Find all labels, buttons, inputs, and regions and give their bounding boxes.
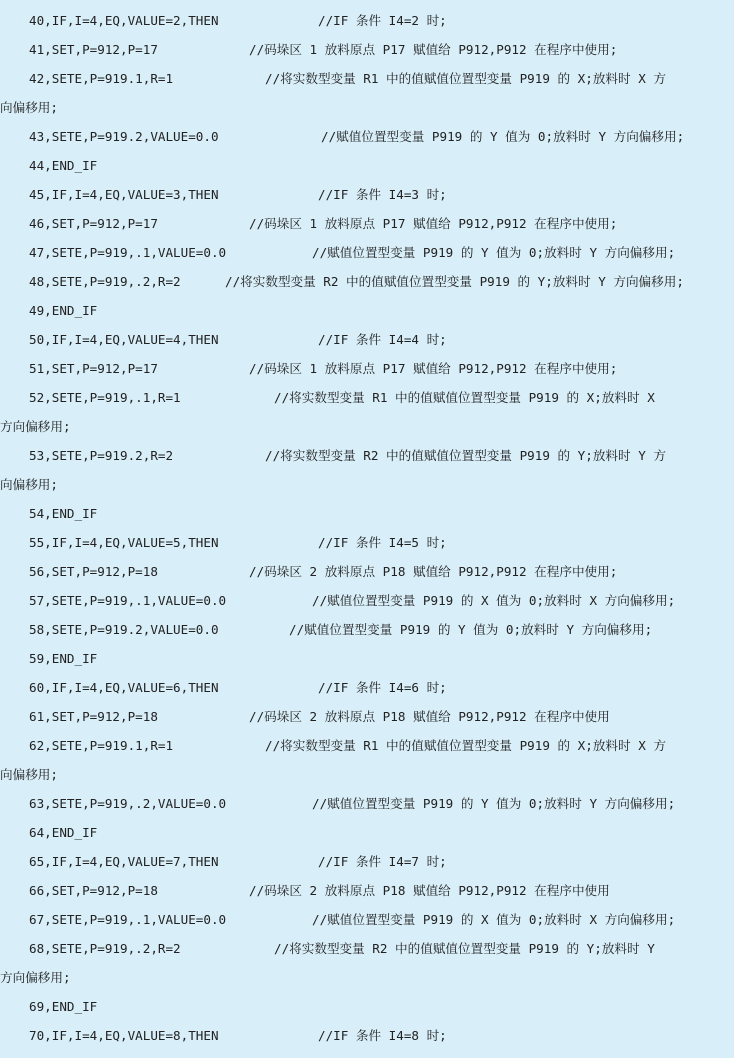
code-comment: //赋值位置型变量 P919 的 Y 值为 0;放料时 Y 方向偏移用; [321,129,685,144]
code-line [0,586,734,615]
code-comment: //IF 条件 I4=5 时; [318,535,447,550]
code-comment: //IF 条件 I4=2 时; [318,13,447,28]
code-comment: //将实数型变量 R1 中的值赋值位置型变量 P919 的 X;放料时 X 方 [265,71,666,86]
code-comment: //码垛区 2 放料原点 P18 赋值给 P912,P912 在程序中使用; [249,564,618,579]
code-line [0,963,734,992]
code-comment: //将实数型变量 R2 中的值赋值位置型变量 P919 的 Y;放料时 Y 方 [265,448,666,463]
wrapped-comment: 向偏移用; [0,100,58,115]
code-comment: //IF 条件 I4=3 时; [318,187,447,202]
code-statement: 40,IF,I=4,EQ,VALUE=2,THEN [29,13,219,28]
code-statement: 69,END_IF [29,999,98,1014]
code-statement: 42,SETE,P=919.1,R=1 [29,71,174,86]
code-line [0,122,734,151]
code-statement: 49,END_IF [29,303,98,318]
wrapped-comment: 向偏移用; [0,767,58,782]
code-line [0,64,734,93]
code-line [0,151,734,180]
code-statement: 66,SET,P=912,P=18 [29,883,158,898]
code-comment: //IF 条件 I4=4 时; [318,332,447,347]
code-statement: 44,END_IF [29,158,98,173]
code-line [0,325,734,354]
code-statement: 60,IF,I=4,EQ,VALUE=6,THEN [29,680,219,695]
code-comment: //将实数型变量 R1 中的值赋值位置型变量 P919 的 X;放料时 X 方 [265,738,666,753]
code-line [0,992,734,1021]
code-statement: 68,SETE,P=919,.2,R=2 [29,941,181,956]
code-comment: //IF 条件 I4=7 时; [318,854,447,869]
code-comment: //IF 条件 I4=6 时; [318,680,447,695]
code-line [0,905,734,934]
code-comment: //赋值位置型变量 P919 的 X 值为 0;放料时 X 方向偏移用; [312,593,676,608]
code-line [0,934,734,963]
code-line [0,499,734,528]
code-statement: 70,IF,I=4,EQ,VALUE=8,THEN [29,1028,219,1043]
code-comment: //赋值位置型变量 P919 的 X 值为 0;放料时 X 方向偏移用; [312,912,676,927]
code-comment: //赋值位置型变量 P919 的 Y 值为 0;放料时 Y 方向偏移用; [289,622,653,637]
code-comment: //将实数型变量 R2 中的值赋值位置型变量 P919 的 Y;放料时 Y [274,941,655,956]
code-line [0,35,734,64]
code-statement: 52,SETE,P=919,.1,R=1 [29,390,181,405]
code-line [0,731,734,760]
code-line [0,557,734,586]
code-statement: 45,IF,I=4,EQ,VALUE=3,THEN [29,187,219,202]
code-statement: 56,SET,P=912,P=18 [29,564,158,579]
code-line [0,876,734,905]
code-line [0,760,734,789]
code-line [0,6,734,35]
code-comment: //码垛区 2 放料原点 P18 赋值给 P912,P912 在程序中使用 [249,709,610,724]
code-statement: 41,SET,P=912,P=17 [29,42,158,57]
code-line [0,238,734,267]
code-statement: 46,SET,P=912,P=17 [29,216,158,231]
code-statement: 62,SETE,P=919.1,R=1 [29,738,174,753]
wrapped-comment: 向偏移用; [0,477,58,492]
code-statement: 59,END_IF [29,651,98,666]
code-line [0,180,734,209]
code-line [0,470,734,499]
code-comment: //码垛区 1 放料原点 P17 赋值给 P912,P912 在程序中使用; [249,361,618,376]
code-comment: //将实数型变量 R1 中的值赋值位置型变量 P919 的 X;放料时 X [274,390,655,405]
code-statement: 58,SETE,P=919.2,VALUE=0.0 [29,622,219,637]
code-statement: 47,SETE,P=919,.1,VALUE=0.0 [29,245,227,260]
code-line [0,209,734,238]
code-statement: 54,END_IF [29,506,98,521]
code-statement: 53,SETE,P=919.2,R=2 [29,448,174,463]
code-line [0,615,734,644]
code-comment: //码垛区 1 放料原点 P17 赋值给 P912,P912 在程序中使用; [249,216,618,231]
code-statement: 64,END_IF [29,825,98,840]
wrapped-comment: 方向偏移用; [0,970,71,985]
code-line [0,383,734,412]
code-statement: 51,SET,P=912,P=17 [29,361,158,376]
code-statement: 43,SETE,P=919.2,VALUE=0.0 [29,129,219,144]
code-comment: //赋值位置型变量 P919 的 Y 值为 0;放料时 Y 方向偏移用; [312,245,676,260]
code-statement: 48,SETE,P=919,.2,R=2 [29,274,181,289]
code-comment: //赋值位置型变量 P919 的 Y 值为 0;放料时 Y 方向偏移用; [312,796,676,811]
code-line [0,644,734,673]
code-line [0,267,734,296]
code-line [0,441,734,470]
code-line [0,789,734,818]
code-line [0,818,734,847]
code-statement: 63,SETE,P=919,.2,VALUE=0.0 [29,796,227,811]
code-statement: 55,IF,I=4,EQ,VALUE=5,THEN [29,535,219,550]
code-statement: 67,SETE,P=919,.1,VALUE=0.0 [29,912,227,927]
code-line [0,296,734,325]
code-statement: 65,IF,I=4,EQ,VALUE=7,THEN [29,854,219,869]
code-line [0,354,734,383]
code-line [0,702,734,731]
code-comment: //将实数型变量 R2 中的值赋值位置型变量 P919 的 Y;放料时 Y 方向偏移用; [225,274,684,289]
code-line [0,847,734,876]
code-line [0,528,734,557]
code-line [0,1021,734,1050]
code-statement: 57,SETE,P=919,.1,VALUE=0.0 [29,593,227,608]
code-comment: //IF 条件 I4=8 时; [318,1028,447,1043]
code-line [0,93,734,122]
code-comment: //码垛区 1 放料原点 P17 赋值给 P912,P912 在程序中使用; [249,42,618,57]
code-line [0,412,734,441]
code-statement: 61,SET,P=912,P=18 [29,709,158,724]
code-line [0,673,734,702]
code-comment: //码垛区 2 放料原点 P18 赋值给 P912,P912 在程序中使用 [249,883,610,898]
code-statement: 50,IF,I=4,EQ,VALUE=4,THEN [29,332,219,347]
wrapped-comment: 方向偏移用; [0,419,71,434]
